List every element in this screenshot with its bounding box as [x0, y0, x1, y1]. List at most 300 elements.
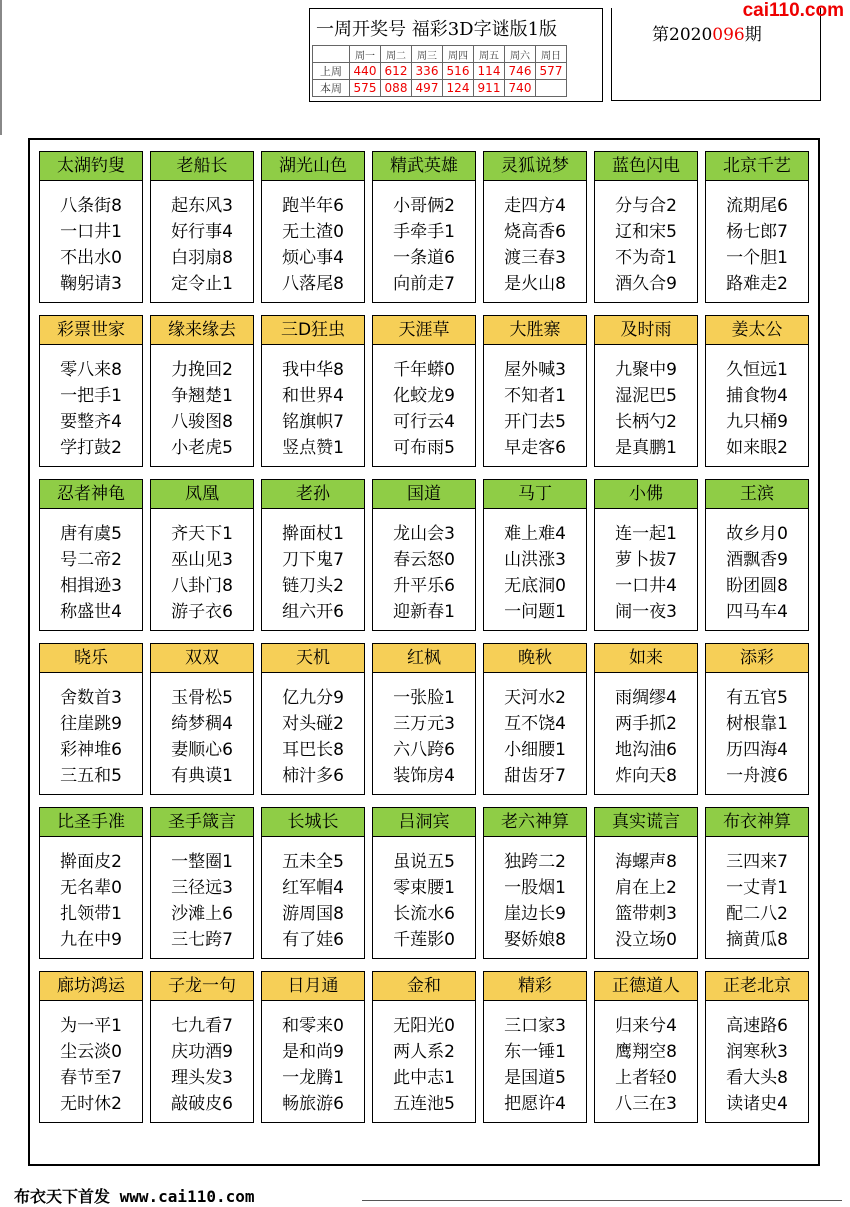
riddle-lines: [373, 345, 475, 461]
riddle-line: 不为奇1: [615, 248, 677, 268]
riddle-line: 三四来7: [726, 852, 788, 872]
riddle-card: [150, 479, 254, 631]
riddle-line: 连一起1: [615, 524, 677, 544]
riddle-line: 一整圈1: [171, 852, 233, 872]
riddle-line: 定令止1: [171, 274, 233, 294]
author-name: 小佛: [595, 480, 697, 509]
riddle-line: 龙山会3: [393, 524, 455, 544]
riddle-card: [594, 807, 698, 959]
riddle-line: 九只桶9: [726, 412, 788, 432]
riddle-lines: [706, 181, 808, 297]
riddle-card: [705, 479, 809, 631]
riddle-line: 天河水2: [504, 688, 566, 708]
author-name: 三D狂虫: [262, 316, 364, 345]
riddle-line: 九聚中9: [615, 360, 677, 380]
riddle-line: 迎新春1: [393, 602, 455, 622]
this-week-value: [536, 80, 567, 97]
riddle-line: 刀下鬼7: [282, 550, 344, 570]
riddle-line: 小细腰1: [504, 740, 566, 760]
last-week-value: 336: [412, 63, 443, 80]
riddle-line: 一龙腾1: [282, 1068, 344, 1088]
riddle-lines: [706, 509, 808, 625]
riddle-lines: [151, 345, 253, 461]
riddle-line: 酒久合9: [615, 274, 677, 294]
riddle-lines: [40, 1001, 142, 1117]
footer-text: 布衣天下首发 www.cai110.com: [14, 1187, 255, 1206]
author-name: 子龙一句: [151, 972, 253, 1001]
riddle-card: [372, 315, 476, 467]
riddle-line: 不出水0: [60, 248, 122, 268]
riddle-line: 零八来8: [60, 360, 122, 380]
riddle-line: 看大头8: [726, 1068, 788, 1088]
riddle-card: [594, 315, 698, 467]
day-header: 周六: [505, 46, 536, 63]
riddle-lines: [262, 181, 364, 297]
riddle-line: 娶娇娘8: [504, 930, 566, 950]
riddle-line: 路难走2: [726, 274, 788, 294]
riddle-lines: [595, 509, 697, 625]
author-name: 金和: [373, 972, 475, 1001]
riddle-line: 和世界4: [282, 386, 344, 406]
panel-title: 一周开奖号 福彩3D字谜版1版: [316, 19, 558, 40]
author-name: 正老北京: [706, 972, 808, 1001]
riddle-line: 海螺声8: [615, 852, 677, 872]
riddle-card: [483, 479, 587, 631]
riddle-line: 是真鹏1: [615, 438, 677, 458]
riddle-line: 无时休2: [60, 1094, 122, 1114]
riddle-line: 柿汁多6: [282, 766, 344, 786]
riddle-line: 是和尚9: [282, 1042, 344, 1062]
author-name: 缘来缘去: [151, 316, 253, 345]
riddle-lines: [484, 837, 586, 953]
author-name: 老六神算: [484, 808, 586, 837]
riddle-line: 扎领带1: [60, 904, 122, 924]
riddle-line: 八卦门8: [171, 576, 233, 596]
riddle-line: 小老虎5: [171, 438, 233, 458]
riddle-line: 捕食物4: [726, 386, 788, 406]
riddle-line: 山洪涨3: [504, 550, 566, 570]
riddle-line: 小哥俩2: [393, 196, 455, 216]
riddle-card: [705, 151, 809, 303]
riddle-lines: [595, 673, 697, 789]
riddle-line: 甜齿牙7: [504, 766, 566, 786]
riddle-card: [261, 643, 365, 795]
riddle-line: 有典谟1: [171, 766, 233, 786]
riddle-line: 可布雨5: [393, 438, 455, 458]
riddle-line: 彩神堆6: [60, 740, 122, 760]
riddle-line: 游周国8: [282, 904, 344, 924]
this-week-value: 575: [350, 80, 381, 97]
riddle-line: 高速路6: [726, 1016, 788, 1036]
riddle-line: 是国道5: [504, 1068, 566, 1088]
riddle-grid-frame: [28, 138, 820, 1166]
riddle-line: 和零来0: [282, 1016, 344, 1036]
riddle-line: 相揖逊3: [60, 576, 122, 596]
riddle-line: 久恒远1: [726, 360, 788, 380]
riddle-line: 配二八2: [726, 904, 788, 924]
riddle-lines: [40, 837, 142, 953]
riddle-line: 三口家3: [504, 1016, 566, 1036]
riddle-line: 一口井1: [60, 222, 122, 242]
riddle-line: 巫山见3: [171, 550, 233, 570]
riddle-line: 闹一夜3: [615, 602, 677, 622]
riddle-line: 互不饶4: [504, 714, 566, 734]
author-name: 双双: [151, 644, 253, 673]
riddle-line: 湿泥巴5: [615, 386, 677, 406]
riddle-line: 崖边长9: [504, 904, 566, 924]
riddle-line: 肩在上2: [615, 878, 677, 898]
riddle-lines: [373, 181, 475, 297]
riddle-line: 跑半年6: [282, 196, 344, 216]
riddle-lines: [262, 345, 364, 461]
riddle-line: 我中华8: [282, 360, 344, 380]
this-week-value: 497: [412, 80, 443, 97]
riddle-lines: [40, 181, 142, 297]
riddle-line: 化蛟龙9: [393, 386, 455, 406]
riddle-line: 篮带刺3: [615, 904, 677, 924]
riddle-line: 酒飘香9: [726, 550, 788, 570]
riddle-line: 一舟渡6: [726, 766, 788, 786]
riddle-lines: [706, 1001, 808, 1117]
riddle-line: 尘云淡0: [60, 1042, 122, 1062]
riddle-line: 渡三春3: [504, 248, 566, 268]
riddle-line: 上者轻0: [615, 1068, 677, 1088]
riddle-line: 为一平1: [60, 1016, 122, 1036]
riddle-line: 力挽回2: [171, 360, 233, 380]
riddle-card: [483, 151, 587, 303]
riddle-line: 早走客6: [504, 438, 566, 458]
riddle-line: 五未全5: [282, 852, 344, 872]
riddle-line: 归来兮4: [615, 1016, 677, 1036]
author-name: 老孙: [262, 480, 364, 509]
riddle-card: [594, 479, 698, 631]
riddle-line: 一口井4: [615, 576, 677, 596]
author-name: 如来: [595, 644, 697, 673]
riddle-card: [39, 643, 143, 795]
riddle-card: [39, 807, 143, 959]
issue-number: 第2020096期: [652, 25, 762, 45]
riddle-line: 耳巴长8: [282, 740, 344, 760]
author-name: 姜太公: [706, 316, 808, 345]
riddle-line: 是火山8: [504, 274, 566, 294]
author-name: 国道: [373, 480, 475, 509]
last-week-label: 上周: [313, 63, 350, 80]
riddle-line: 可行云4: [393, 412, 455, 432]
riddle-line: 千莲影0: [393, 930, 455, 950]
author-name: 大胜寨: [484, 316, 586, 345]
riddle-line: 一丈青1: [726, 878, 788, 898]
weekly-results-panel: [309, 8, 603, 102]
riddle-line: 不知者1: [504, 386, 566, 406]
riddle-line: 地沟油6: [615, 740, 677, 760]
day-header: 周三: [412, 46, 443, 63]
riddle-line: 一个胆1: [726, 248, 788, 268]
riddle-card: [261, 151, 365, 303]
riddle-lines: [595, 345, 697, 461]
site-logo[interactable]: cai110.com: [742, 0, 844, 21]
author-name: 天机: [262, 644, 364, 673]
author-name: 湖光山色: [262, 152, 364, 181]
weekly-results-table: [312, 45, 567, 97]
riddle-line: 一股烟1: [504, 878, 566, 898]
last-week-value: 440: [350, 63, 381, 80]
riddle-line: 六八跨6: [393, 740, 455, 760]
riddle-line: 红军帽4: [282, 878, 344, 898]
riddle-line: 争翘楚1: [171, 386, 233, 406]
riddle-line: 擀面杖1: [282, 524, 344, 544]
this-week-value: 740: [505, 80, 536, 97]
riddle-line: 润寒秋3: [726, 1042, 788, 1062]
riddle-line: 鹰翔空8: [615, 1042, 677, 1062]
riddle-lines: [706, 673, 808, 789]
riddle-lines: [484, 181, 586, 297]
author-name: 晚秋: [484, 644, 586, 673]
riddle-line: 要整齐4: [60, 412, 122, 432]
riddle-card: [261, 479, 365, 631]
author-name: 天涯草: [373, 316, 475, 345]
riddle-line: 无土渣0: [282, 222, 344, 242]
riddle-line: 如来眼2: [726, 438, 788, 458]
riddle-card: [372, 971, 476, 1123]
riddle-card: [39, 479, 143, 631]
author-name: 王滨: [706, 480, 808, 509]
this-week-value: 911: [474, 80, 505, 97]
riddle-line: 长流水6: [393, 904, 455, 924]
riddle-line: 难上难4: [504, 524, 566, 544]
riddle-card: [39, 315, 143, 467]
day-header: 周一: [350, 46, 381, 63]
riddle-lines: [373, 509, 475, 625]
author-name: 精武英雄: [373, 152, 475, 181]
riddle-line: 屋外喊3: [504, 360, 566, 380]
author-name: 廊坊鸿运: [40, 972, 142, 1001]
riddle-line: 烧高香6: [504, 222, 566, 242]
riddle-line: 三七跨7: [171, 930, 233, 950]
riddle-card: [261, 315, 365, 467]
riddle-lines: [40, 673, 142, 789]
riddle-lines: [595, 181, 697, 297]
riddle-card: [705, 971, 809, 1123]
riddle-card: [705, 315, 809, 467]
author-name: 灵狐说梦: [484, 152, 586, 181]
riddle-line: 向前走7: [393, 274, 455, 294]
footer-divider: [362, 1200, 842, 1201]
riddle-lines: [595, 1001, 697, 1117]
riddle-lines: [151, 1001, 253, 1117]
riddle-line: 号二帝2: [60, 550, 122, 570]
author-name: 马丁: [484, 480, 586, 509]
riddle-line: 称盛世4: [60, 602, 122, 622]
riddle-line: 畅旅游6: [282, 1094, 344, 1114]
riddle-line: 没立场0: [615, 930, 677, 950]
riddle-line: 齐天下1: [171, 524, 233, 544]
riddle-lines: [484, 673, 586, 789]
riddle-lines: [262, 509, 364, 625]
riddle-lines: [151, 509, 253, 625]
riddle-line: 绮梦稠4: [171, 714, 233, 734]
author-name: 北京千艺: [706, 152, 808, 181]
riddle-line: 此中志1: [393, 1068, 455, 1088]
riddle-line: 分与合2: [615, 196, 677, 216]
author-name: 太湖钓叟: [40, 152, 142, 181]
riddle-card: [483, 315, 587, 467]
riddle-card: [483, 971, 587, 1123]
riddle-card: [483, 643, 587, 795]
riddle-line: 一张脸1: [393, 688, 455, 708]
day-header: 周五: [474, 46, 505, 63]
last-week-value: 746: [505, 63, 536, 80]
riddle-line: 两手抓2: [615, 714, 677, 734]
this-week-value: 088: [381, 80, 412, 97]
riddle-line: 故乡月0: [726, 524, 788, 544]
riddle-line: 一把手1: [60, 386, 122, 406]
last-week-value: 577: [536, 63, 567, 80]
last-week-value: 114: [474, 63, 505, 80]
riddle-line: 白羽扇8: [171, 248, 233, 268]
author-name: 凤凰: [151, 480, 253, 509]
riddle-line: 竖点赞1: [282, 438, 344, 458]
author-name: 添彩: [706, 644, 808, 673]
riddle-lines: [484, 345, 586, 461]
riddle-line: 摘黄瓜8: [726, 930, 788, 950]
author-name: 蓝色闪电: [595, 152, 697, 181]
riddle-line: 盼团圆8: [726, 576, 788, 596]
riddle-line: 春节至7: [60, 1068, 122, 1088]
riddle-line: 读诸史4: [726, 1094, 788, 1114]
riddle-line: 春云怒0: [393, 550, 455, 570]
day-header: 周四: [443, 46, 474, 63]
riddle-line: 两人系2: [393, 1042, 455, 1062]
this-week-label: 本周: [313, 80, 350, 97]
riddle-line: 庆功酒9: [171, 1042, 233, 1062]
day-header: 周日: [536, 46, 567, 63]
last-week-value: 612: [381, 63, 412, 80]
author-name: 晓乐: [40, 644, 142, 673]
author-name: 彩票世家: [40, 316, 142, 345]
riddle-lines: [151, 837, 253, 953]
riddle-line: 萝卜拔7: [615, 550, 677, 570]
author-name: 长城长: [262, 808, 364, 837]
riddle-line: 无阳光0: [393, 1016, 455, 1036]
author-name: 正德道人: [595, 972, 697, 1001]
riddle-line: 树根靠1: [726, 714, 788, 734]
riddle-line: 升平乐6: [393, 576, 455, 596]
riddle-line: 虽说五5: [393, 852, 455, 872]
riddle-lines: [484, 509, 586, 625]
riddle-card: [261, 971, 365, 1123]
riddle-line: 往崖跳9: [60, 714, 122, 734]
riddle-line: 炸向天8: [615, 766, 677, 786]
last-week-value: 516: [443, 63, 474, 80]
riddle-line: 八三在3: [615, 1094, 677, 1114]
riddle-line: 起东风3: [171, 196, 233, 216]
riddle-line: 舍数首3: [60, 688, 122, 708]
riddle-lines: [373, 673, 475, 789]
riddle-line: 唐有虞5: [60, 524, 122, 544]
riddle-line: 学打鼓2: [60, 438, 122, 458]
riddle-card: [372, 151, 476, 303]
riddle-lines: [151, 673, 253, 789]
riddle-line: 亿九分9: [282, 688, 344, 708]
riddle-lines: [484, 1001, 586, 1117]
riddle-card: [594, 151, 698, 303]
riddle-line: 有五官5: [726, 688, 788, 708]
riddle-line: 铭旗帜7: [282, 412, 344, 432]
riddle-line: 八条街8: [60, 196, 122, 216]
riddle-line: 敲破皮6: [171, 1094, 233, 1114]
riddle-card: [483, 807, 587, 959]
riddle-line: 零束腰1: [393, 878, 455, 898]
riddle-lines: [262, 837, 364, 953]
riddle-line: 无底洞0: [504, 576, 566, 596]
riddle-card: [150, 315, 254, 467]
riddle-line: 有了娃6: [282, 930, 344, 950]
riddle-line: 把愿许4: [504, 1094, 566, 1114]
author-name: 老船长: [151, 152, 253, 181]
riddle-lines: [262, 673, 364, 789]
riddle-line: 东一锤1: [504, 1042, 566, 1062]
author-name: 圣手箴言: [151, 808, 253, 837]
author-name: 比圣手准: [40, 808, 142, 837]
author-name: 吕洞宾: [373, 808, 475, 837]
riddle-card: [39, 151, 143, 303]
author-name: 日月通: [262, 972, 364, 1001]
riddle-card: [261, 807, 365, 959]
riddle-line: 烦心事4: [282, 248, 344, 268]
riddle-line: 妻顺心6: [171, 740, 233, 760]
author-name: 布衣神算: [706, 808, 808, 837]
riddle-line: 一条道6: [393, 248, 455, 268]
riddle-line: 独跨二2: [504, 852, 566, 872]
riddle-line: 理头发3: [171, 1068, 233, 1088]
riddle-card: [150, 971, 254, 1123]
riddle-line: 七九看7: [171, 1016, 233, 1036]
riddle-lines: [40, 509, 142, 625]
riddle-line: 杨七郎7: [726, 222, 788, 242]
riddle-line: 链刀头2: [282, 576, 344, 596]
riddle-card: [372, 643, 476, 795]
riddle-line: 一问题1: [504, 602, 566, 622]
riddle-line: 五连池5: [393, 1094, 455, 1114]
riddle-line: 沙滩上6: [171, 904, 233, 924]
riddle-card: [372, 807, 476, 959]
riddle-line: 长柄勺2: [615, 412, 677, 432]
riddle-lines: [151, 181, 253, 297]
author-name: 及时雨: [595, 316, 697, 345]
author-name: 红枫: [373, 644, 475, 673]
riddle-line: 开门去5: [504, 412, 566, 432]
riddle-lines: [40, 345, 142, 461]
riddle-lines: [706, 345, 808, 461]
riddle-lines: [706, 837, 808, 953]
riddle-lines: [373, 837, 475, 953]
riddle-line: 三五和5: [60, 766, 122, 786]
riddle-line: 鞠躬请3: [60, 274, 122, 294]
riddle-line: 无名辈0: [60, 878, 122, 898]
riddle-line: 四马车4: [726, 602, 788, 622]
riddle-card: [150, 807, 254, 959]
riddle-line: 手牵手1: [393, 222, 455, 242]
riddle-line: 千年蟒0: [393, 360, 455, 380]
riddle-line: 走四方4: [504, 196, 566, 216]
riddle-line: 三径远3: [171, 878, 233, 898]
riddle-line: 历四海4: [726, 740, 788, 760]
riddle-line: 游子衣6: [171, 602, 233, 622]
riddle-lines: [373, 1001, 475, 1117]
author-name: 忍者神龟: [40, 480, 142, 509]
riddle-lines: [595, 837, 697, 953]
riddle-line: 好行事4: [171, 222, 233, 242]
